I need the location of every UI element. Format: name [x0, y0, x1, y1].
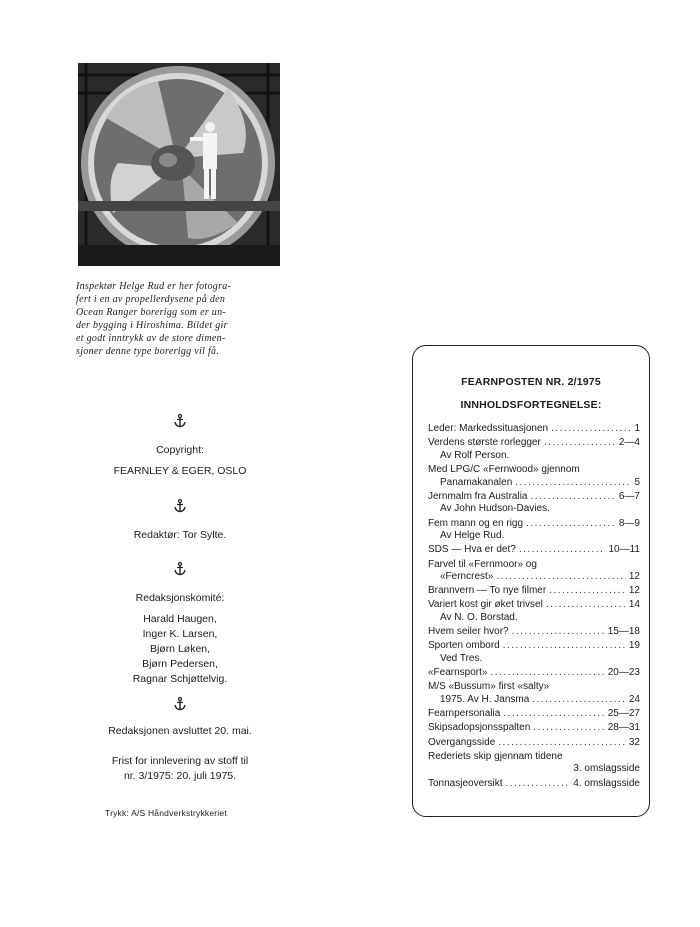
propeller-nozzle-photo — [78, 63, 280, 266]
copyright-label: Copyright: — [156, 444, 204, 456]
copyright-holder: FEARNLEY & EGER, OSLO — [113, 465, 247, 477]
dot-leader — [526, 518, 616, 531]
toc-subtitle: Panamakanalen — [440, 476, 513, 488]
toc-entry — [428, 544, 640, 557]
anchor-icon — [173, 499, 187, 513]
committee-member: Inger K. Larsen, — [142, 628, 218, 640]
caption-line: der bygging i Hiroshima. Bildet gir — [76, 320, 228, 331]
dot-leader — [546, 599, 626, 612]
toc-entry — [428, 640, 640, 665]
dot-leader — [512, 626, 605, 639]
toc-author: Av Helge Rud. — [440, 530, 505, 542]
toc-title: Fem mann og en rigg — [428, 517, 524, 529]
committee-member: Bjørn Pedersen, — [142, 658, 218, 670]
toc-author: Av N. O. Borstad. — [440, 612, 518, 624]
dot-leader — [551, 423, 631, 436]
toc-title: Tonnasjeoversikt — [428, 777, 503, 789]
toc-page: 3. omslagsside — [573, 763, 640, 775]
toc-entry — [428, 585, 640, 598]
anchor-icon — [173, 414, 187, 428]
toc-entry — [428, 423, 640, 436]
dot-leader — [503, 640, 626, 653]
toc-entry — [428, 681, 640, 706]
toc-page: 14 — [628, 599, 640, 611]
photo-caption — [76, 280, 284, 358]
toc-list — [428, 423, 640, 792]
toc-title: Skipsadopsjonsspalten — [428, 722, 531, 734]
toc-entry — [428, 559, 640, 584]
toc-title: Leder: Markedssituasjonen — [428, 423, 549, 434]
committee-member: Bjørn Løken, — [149, 643, 211, 655]
toc-subtitle: «Ferncrest» — [440, 571, 494, 583]
toc-title: Farvel til «Fernmoor» og — [428, 558, 537, 570]
toc-title: Hvem seiler hvor? — [428, 626, 509, 638]
toc-entry — [428, 599, 640, 624]
toc-title: Rederiets skip gjennam tidene — [428, 750, 563, 762]
dot-leader — [503, 708, 604, 721]
toc-author: Ved Tres. — [440, 653, 483, 665]
dot-leader — [530, 491, 615, 504]
committee-member: Harald Haugen, — [143, 613, 217, 625]
editorial-closing: Redaksjonen avsluttet 20. mai. — [108, 725, 252, 737]
toc-page: 15—18 — [607, 626, 640, 638]
deadline-line: Frist for innlevering av stoff til — [111, 755, 249, 767]
toc-title: Variert kost gir øket trivsel — [428, 599, 543, 611]
toc-entry — [428, 464, 640, 489]
toc-page: 32 — [628, 736, 640, 748]
toc-page: 6—7 — [618, 490, 640, 502]
toc-page: 2—4 — [618, 437, 640, 449]
toc-title: Verdens største rorlegger — [428, 437, 541, 449]
dot-leader — [544, 437, 616, 450]
dot-leader — [533, 722, 604, 735]
committee-label: Redaksjonskomité: — [135, 592, 225, 604]
dot-leader — [498, 737, 626, 750]
toc-entry — [428, 667, 640, 680]
toc-page: 20—23 — [607, 667, 640, 679]
dot-leader — [515, 477, 631, 490]
toc-title: Brannvern — To nye filmer — [428, 585, 547, 597]
toc-page: 4. omslagsside — [573, 777, 640, 789]
dot-leader — [519, 544, 606, 557]
toc-entry — [428, 751, 640, 776]
toc-entry — [428, 491, 640, 516]
toc-page: 24 — [628, 694, 640, 705]
toc-title: Jernmalm fra Australia — [428, 490, 528, 502]
caption-line: Ocean Ranger borerigg som er un- — [76, 307, 227, 318]
dot-leader — [490, 667, 604, 680]
toc-title: Overgangsside — [428, 736, 496, 748]
toc-page: 1 — [634, 423, 640, 434]
dot-leader — [496, 571, 626, 584]
caption-line: fert i en av propellerdysene på den — [76, 294, 226, 305]
committee-members — [80, 612, 280, 687]
toc-page: 8—9 — [618, 517, 640, 529]
caption-line: sjoner denne type borerigg vil få. — [76, 346, 220, 357]
dot-leader — [532, 694, 626, 707]
toc-title: «Fearnsport» — [428, 667, 488, 679]
toc-page: 10—11 — [608, 544, 640, 556]
toc-entry — [428, 626, 640, 639]
toc-entry — [428, 722, 640, 735]
toc-author: Av Rolf Person. — [440, 449, 510, 461]
toc-title: Sporten ombord — [428, 640, 500, 652]
toc-page: 28—31 — [607, 722, 640, 734]
anchor-icon — [173, 562, 187, 576]
toc-title: M/S «Bussum» first «salty» — [428, 681, 550, 693]
toc-page: 5 — [634, 476, 640, 488]
issue-title: FEARNPOSTEN NR. 2/1975 — [461, 376, 601, 388]
toc-author: Av John Hudson-Davies. — [440, 503, 550, 515]
toc-entry — [428, 708, 640, 721]
printer-credit: Trykk: A/S Håndverkstrykkeriet — [105, 808, 227, 818]
caption-line: et godt inntrykk av de store dimen- — [76, 333, 226, 344]
toc-entry — [428, 737, 640, 750]
deadline-line: nr. 3/1975: 20. juli 1975. — [123, 770, 237, 782]
toc-subtitle: 1975. Av H. Jansma — [440, 694, 530, 705]
anchor-icon — [173, 697, 187, 711]
toc-entry — [428, 518, 640, 543]
toc-page: 25—27 — [607, 708, 640, 720]
dot-leader — [549, 585, 626, 598]
toc-page: 19 — [628, 640, 640, 652]
caption-line: Inspektør Helge Rud er her fotogra- — [76, 281, 232, 292]
toc-page: 12 — [628, 585, 640, 597]
toc-entry — [428, 778, 640, 791]
toc-title: Med LPG/C «Fernwood» gjennom — [428, 463, 580, 475]
committee-member: Ragnar Schjøttelvig. — [132, 673, 228, 685]
dot-leader — [505, 778, 570, 791]
toc-entry — [428, 437, 640, 462]
toc-title: SDS — Hva er det? — [428, 544, 516, 556]
toc-page: 12 — [628, 571, 640, 583]
submission-deadline — [70, 754, 290, 784]
toc-title: Fearnpersonalia — [428, 708, 501, 720]
toc-heading: INNHOLDSFORTEGNELSE: — [460, 399, 602, 411]
editor-credit: Redaktør: Tor Sylte. — [133, 529, 227, 541]
